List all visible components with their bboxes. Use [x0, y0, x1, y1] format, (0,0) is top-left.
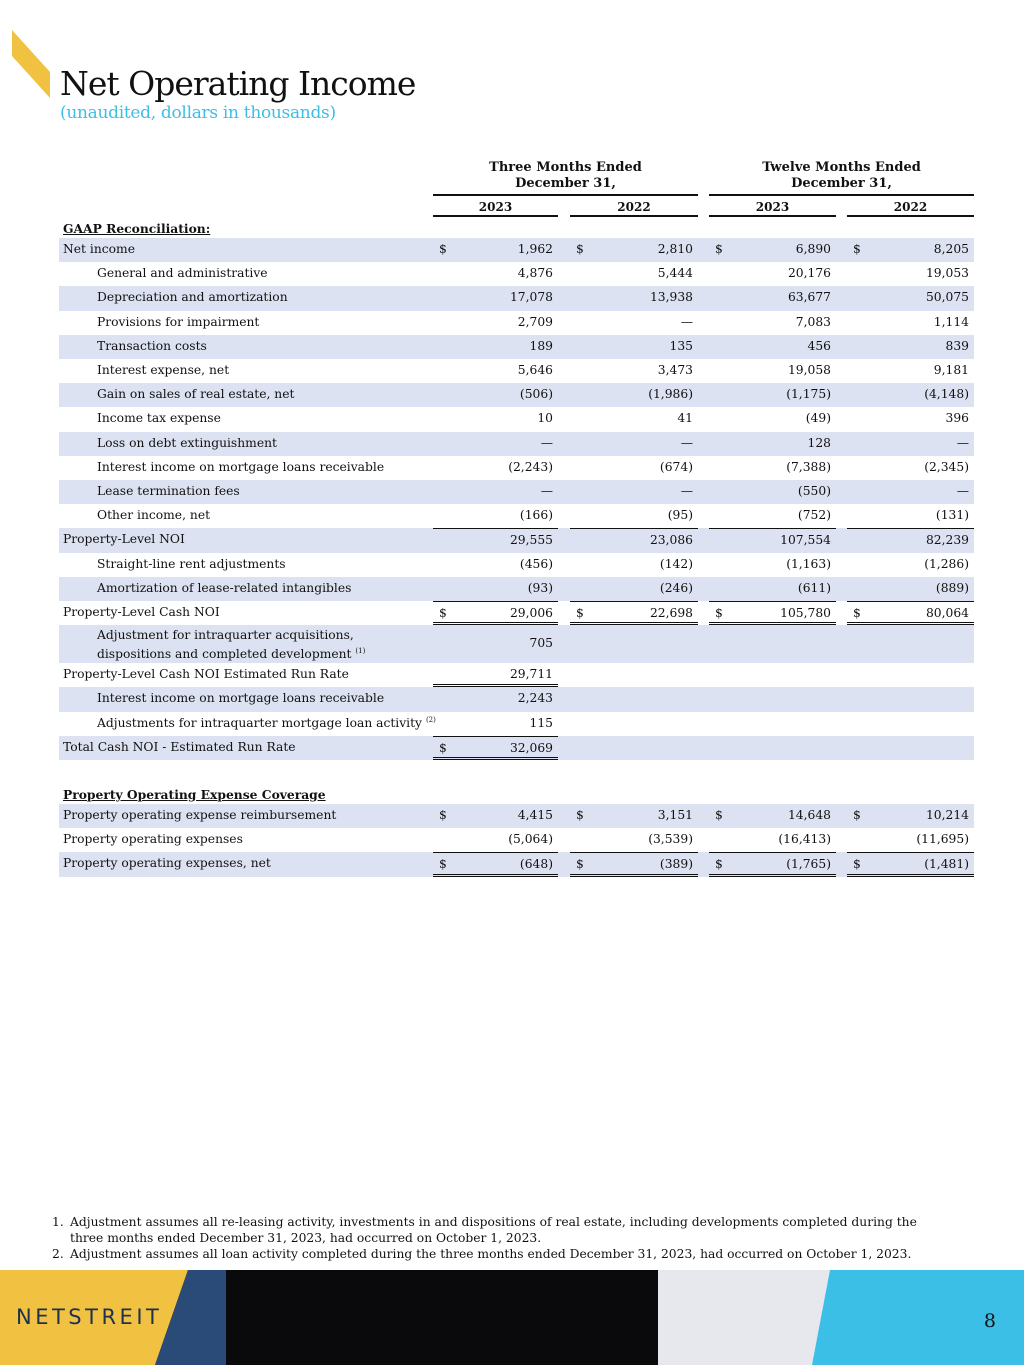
value-text: 50,075 — [925, 290, 969, 305]
value-cell — [570, 852, 698, 876]
value-cell — [433, 383, 558, 407]
value-text: 10 — [537, 411, 553, 426]
footnote-number: 1. — [52, 1215, 64, 1229]
value-text: — — [680, 314, 693, 329]
dollar-sign: $ — [715, 242, 723, 256]
dollar-sign: $ — [439, 606, 447, 620]
value-text: (611) — [797, 580, 831, 595]
value-text: 5,444 — [657, 266, 693, 281]
value-cell — [433, 432, 558, 456]
value-cell — [847, 383, 974, 407]
value-text: 705 — [529, 636, 553, 651]
dollar-sign: $ — [439, 808, 447, 822]
value-cell — [570, 528, 698, 552]
value-text: (4,148) — [924, 387, 969, 402]
row-label — [63, 221, 210, 236]
value-text: 135 — [669, 338, 693, 353]
value-cell — [709, 480, 836, 504]
value-cell — [433, 712, 558, 736]
row-label — [97, 436, 277, 450]
value-text: 456 — [807, 338, 831, 353]
row-label — [97, 484, 240, 498]
dollar-sign: $ — [853, 606, 861, 620]
value-cell — [570, 262, 698, 286]
value-text: 80,064 — [925, 606, 969, 620]
dollar-sign: $ — [715, 606, 723, 620]
value-text: 13,938 — [649, 290, 693, 305]
row-label — [63, 856, 271, 870]
value-cell — [709, 553, 836, 577]
value-cell — [433, 504, 558, 528]
value-cell — [847, 852, 974, 876]
row-label — [63, 532, 185, 546]
dollar-sign: $ — [439, 857, 447, 872]
table-row — [59, 456, 974, 480]
value-cell — [709, 601, 836, 625]
value-text: (93) — [527, 580, 553, 595]
dollar-sign: $ — [576, 606, 584, 620]
value-text: (131) — [935, 508, 969, 523]
value-cell — [847, 577, 974, 601]
value-cell — [433, 736, 558, 760]
value-cell — [847, 262, 974, 286]
value-cell — [433, 407, 558, 431]
value-cell — [433, 286, 558, 310]
value-text: 23,086 — [649, 533, 693, 548]
footnote-ref: (2) — [425, 715, 436, 724]
value-cell — [847, 359, 974, 383]
corner-accent-shape — [12, 30, 52, 100]
value-text: (389) — [659, 857, 693, 872]
value-cell — [709, 528, 836, 552]
table-row — [59, 852, 974, 876]
row-label — [97, 508, 210, 522]
value-cell — [847, 335, 974, 359]
value-text: 6,890 — [795, 242, 831, 256]
value-text: (246) — [659, 580, 693, 595]
twelve-months-header-line2: December 31, — [791, 176, 892, 191]
table-row — [59, 480, 974, 504]
value-text: — — [540, 435, 553, 450]
table-row — [59, 504, 974, 528]
value-text: 63,677 — [787, 290, 831, 305]
value-text: 107,554 — [780, 533, 831, 548]
value-cell — [709, 407, 836, 431]
row-label — [97, 266, 268, 280]
value-cell — [709, 359, 836, 383]
value-text: (11,695) — [916, 832, 969, 847]
value-text: 82,239 — [925, 533, 969, 548]
row-label-text: Loss on debt extinguishment — [97, 435, 277, 450]
table-row — [59, 601, 974, 625]
table-row — [59, 577, 974, 601]
table-row — [59, 736, 974, 760]
value-cell — [709, 852, 836, 876]
value-cell — [570, 456, 698, 480]
value-cell — [847, 238, 974, 262]
value-cell — [709, 286, 836, 310]
row-label-text: Provisions for impairment — [97, 314, 260, 329]
dollar-sign: $ — [853, 242, 861, 256]
value-text: (5,064) — [508, 832, 553, 847]
value-cell — [570, 804, 698, 828]
value-text: (648) — [519, 857, 553, 872]
value-text: 3,473 — [657, 363, 693, 377]
row-label — [97, 627, 422, 662]
value-cell — [847, 528, 974, 552]
value-cell — [433, 262, 558, 286]
row-label-text: Property-Level NOI — [63, 532, 185, 547]
value-cell — [570, 335, 698, 359]
value-cell — [570, 432, 698, 456]
value-text: 41 — [677, 411, 693, 426]
value-text: 396 — [945, 411, 969, 426]
value-cell — [847, 553, 974, 577]
value-cell — [433, 456, 558, 480]
value-text: — — [956, 435, 969, 450]
footnote — [52, 1214, 952, 1246]
value-cell — [433, 311, 558, 335]
value-text: 115 — [529, 715, 553, 730]
row-label — [97, 581, 351, 595]
row-label — [97, 387, 294, 401]
value-text: — — [540, 484, 553, 498]
value-text: (166) — [519, 508, 553, 523]
row-label-text: Income tax expense — [97, 411, 221, 426]
value-cell — [433, 238, 558, 262]
row-label-text: Other income, net — [97, 508, 211, 523]
row-label-text: Property-Level Cash NOI — [63, 605, 220, 619]
footnote-number: 2. — [52, 1247, 64, 1261]
value-text: 5,646 — [517, 363, 553, 377]
value-cell — [709, 456, 836, 480]
row-label-text: Interest income on mortgage loans receivable — [97, 459, 385, 474]
table-row — [59, 553, 974, 577]
row-label-text: Property-Level Cash NOI Estimated Run Rate — [63, 667, 349, 682]
row-label — [97, 339, 207, 353]
value-text: 19,053 — [925, 266, 969, 281]
row-label — [63, 667, 349, 681]
value-text: (674) — [659, 459, 693, 474]
value-text: (7,388) — [786, 459, 831, 474]
brand-logo: NETSTREIT — [16, 1305, 163, 1329]
value-text: 29,555 — [509, 533, 553, 548]
value-cell — [570, 311, 698, 335]
value-cell — [709, 504, 836, 528]
value-text: 189 — [529, 338, 553, 353]
row-label — [63, 787, 326, 802]
row-label — [63, 740, 296, 754]
row-label-text: Interest expense, net — [97, 363, 230, 377]
row-label-text: Straight-line rent adjustments — [97, 556, 286, 571]
dollar-sign: $ — [439, 242, 447, 256]
footnote-ref: (1) — [355, 647, 366, 656]
row-label-text: Net income — [63, 242, 135, 256]
value-cell — [570, 480, 698, 504]
row-label — [97, 290, 288, 304]
value-text: 2,243 — [517, 691, 553, 706]
value-cell — [709, 432, 836, 456]
table-row — [59, 407, 974, 431]
table-row — [59, 625, 974, 663]
value-cell — [433, 663, 558, 687]
dollar-sign: $ — [439, 740, 447, 755]
row-label — [97, 363, 229, 377]
row-label-text: Property Operating Expense Coverage — [63, 787, 326, 802]
value-cell — [433, 804, 558, 828]
year-header: 2022 — [570, 199, 698, 217]
footnote-text: Adjustment assumes all loan activity completed during the three months ended December 31, 2023, had occurred on October 1, 2023. — [70, 1247, 912, 1261]
value-cell — [570, 504, 698, 528]
value-cell — [709, 383, 836, 407]
value-cell — [433, 480, 558, 504]
value-text: — — [956, 484, 969, 498]
footnotes — [52, 1214, 952, 1262]
row-label — [97, 691, 384, 705]
dollar-sign: $ — [853, 808, 861, 822]
table-row — [59, 383, 974, 407]
three-months-header-line2: December 31, — [515, 176, 616, 191]
value-text: 32,069 — [509, 740, 553, 755]
row-label — [97, 411, 221, 425]
value-text: 1,114 — [933, 314, 969, 329]
value-cell — [570, 601, 698, 625]
value-text: (2,243) — [508, 459, 553, 474]
row-label-text: Amortization of lease-related intangibles — [97, 580, 352, 595]
value-cell — [570, 828, 698, 852]
table-row — [59, 663, 974, 687]
twelve-months-header — [709, 160, 974, 196]
row-label-text: General and administrative — [97, 266, 268, 281]
value-text: 20,176 — [787, 266, 831, 281]
value-text: 10,214 — [925, 808, 969, 822]
year-header: 2023 — [433, 199, 558, 217]
row-label — [97, 716, 436, 730]
row-label-text: Depreciation and amortization — [97, 290, 288, 305]
value-text: (49) — [805, 411, 831, 426]
value-cell — [570, 359, 698, 383]
table-row — [59, 712, 974, 736]
row-label-text: Property operating expenses — [63, 832, 243, 847]
value-cell — [709, 828, 836, 852]
value-text: (1,286) — [924, 556, 969, 571]
value-cell — [570, 286, 698, 310]
row-label-text: Adjustment for intraquarter acquisitions, dispositions and completed development — [97, 628, 354, 662]
value-cell — [709, 577, 836, 601]
row-label-text: Total Cash NOI - Estimated Run Rate — [63, 739, 296, 754]
section-header — [59, 784, 974, 804]
value-cell — [709, 311, 836, 335]
value-cell — [433, 625, 558, 663]
value-text: — — [680, 435, 693, 450]
value-text: 22,698 — [649, 606, 693, 620]
value-cell — [570, 238, 698, 262]
value-text: (16,413) — [778, 832, 831, 847]
dollar-sign: $ — [853, 857, 861, 872]
row-label-text: Interest income on mortgage loans receivable — [97, 691, 385, 706]
value-text: 9,181 — [933, 363, 969, 377]
row-label-text: Adjustments for intraquarter mortgage loan activity — [97, 715, 423, 730]
value-text: 8,205 — [933, 242, 969, 256]
value-text: (1,481) — [924, 857, 969, 872]
dollar-sign: $ — [576, 808, 584, 822]
row-label-text: Transaction costs — [97, 338, 207, 353]
value-text: — — [680, 484, 693, 498]
row-label — [63, 242, 135, 256]
footnote-text: Adjustment assumes all re-leasing activity, investments in and dispositions of real estate, including developments completed during the three months ended December 31, 2023, had occurred on October 1, 2023. — [70, 1215, 917, 1245]
table-row — [59, 286, 974, 310]
table-row — [59, 432, 974, 456]
value-text: 105,780 — [780, 606, 831, 620]
value-text: 7,083 — [795, 314, 831, 329]
dollar-sign: $ — [576, 857, 584, 872]
page-title: Net Operating Income — [60, 64, 416, 103]
footnote — [52, 1246, 952, 1262]
value-text: (142) — [659, 556, 693, 571]
row-label-text: Property operating expense reimbursement — [63, 808, 337, 822]
value-cell — [847, 601, 974, 625]
table-row — [59, 311, 974, 335]
value-text: (1,163) — [786, 556, 831, 571]
table-row — [59, 335, 974, 359]
spacer — [59, 760, 974, 784]
value-cell — [847, 504, 974, 528]
table-row — [59, 528, 974, 552]
table-row — [59, 238, 974, 262]
value-text: 2,810 — [657, 242, 693, 256]
value-text: 3,151 — [657, 808, 693, 822]
value-cell — [433, 359, 558, 383]
value-cell — [433, 601, 558, 625]
value-cell — [847, 407, 974, 431]
value-text: 4,876 — [517, 266, 553, 281]
value-cell — [709, 804, 836, 828]
year-header: 2022 — [847, 199, 974, 217]
value-text: (506) — [519, 387, 553, 402]
value-text: (3,539) — [648, 832, 693, 847]
value-cell — [847, 828, 974, 852]
value-cell — [433, 852, 558, 876]
value-cell — [433, 553, 558, 577]
value-text: 29,711 — [509, 667, 553, 682]
value-cell — [709, 238, 836, 262]
year-header: 2023 — [709, 199, 836, 217]
row-label — [97, 460, 384, 474]
value-text: 128 — [807, 435, 831, 450]
value-cell — [570, 553, 698, 577]
page-number: 8 — [983, 1310, 996, 1332]
dollar-sign: $ — [715, 857, 723, 872]
value-cell — [847, 311, 974, 335]
value-cell — [570, 383, 698, 407]
value-cell — [433, 577, 558, 601]
value-text: 2,709 — [517, 314, 553, 329]
value-text: (889) — [935, 580, 969, 595]
value-text: (550) — [797, 484, 831, 498]
value-cell — [847, 804, 974, 828]
three-months-header — [433, 160, 698, 196]
value-cell — [570, 577, 698, 601]
value-text: 29,006 — [509, 606, 553, 620]
value-cell — [570, 407, 698, 431]
value-cell — [433, 828, 558, 852]
value-cell — [709, 335, 836, 359]
row-label-text: Property operating expenses, net — [63, 856, 271, 871]
row-label-text: GAAP Reconciliation: — [63, 221, 211, 236]
value-cell — [709, 262, 836, 286]
value-cell — [433, 528, 558, 552]
value-text: (456) — [519, 556, 553, 571]
value-text: 14,648 — [787, 808, 831, 822]
row-label-text: Lease termination fees — [97, 484, 240, 498]
section-header — [59, 218, 974, 238]
value-cell — [847, 456, 974, 480]
row-label-text: Gain on sales of real estate, net — [97, 387, 295, 402]
row-label — [97, 557, 286, 571]
table-row — [59, 359, 974, 383]
row-label — [63, 605, 220, 619]
dollar-sign: $ — [576, 242, 584, 256]
table-row — [59, 804, 974, 828]
value-text: 17,078 — [509, 290, 553, 305]
row-label — [97, 315, 259, 329]
table-row — [59, 687, 974, 711]
three-months-header-line1: Three Months Ended — [489, 160, 642, 175]
value-text: (1,175) — [786, 387, 831, 402]
value-cell — [433, 335, 558, 359]
value-cell — [847, 480, 974, 504]
dollar-sign: $ — [715, 808, 723, 822]
row-label — [63, 832, 243, 846]
value-text: (752) — [797, 508, 831, 523]
table-row — [59, 262, 974, 286]
value-text: (2,345) — [924, 459, 969, 474]
value-cell — [847, 432, 974, 456]
value-cell — [433, 687, 558, 711]
value-text: 4,415 — [517, 808, 553, 822]
value-text: (95) — [667, 508, 693, 523]
value-cell — [847, 286, 974, 310]
value-text: 1,962 — [517, 242, 553, 256]
twelve-months-header-line1: Twelve Months Ended — [762, 160, 921, 175]
value-text: (1,765) — [786, 857, 831, 872]
table-row — [59, 828, 974, 852]
value-text: 19,058 — [787, 363, 831, 377]
row-label — [63, 808, 336, 822]
value-text: 839 — [945, 338, 969, 353]
value-text: (1,986) — [648, 387, 693, 402]
page-subtitle: (unaudited, dollars in thousands) — [60, 103, 336, 123]
